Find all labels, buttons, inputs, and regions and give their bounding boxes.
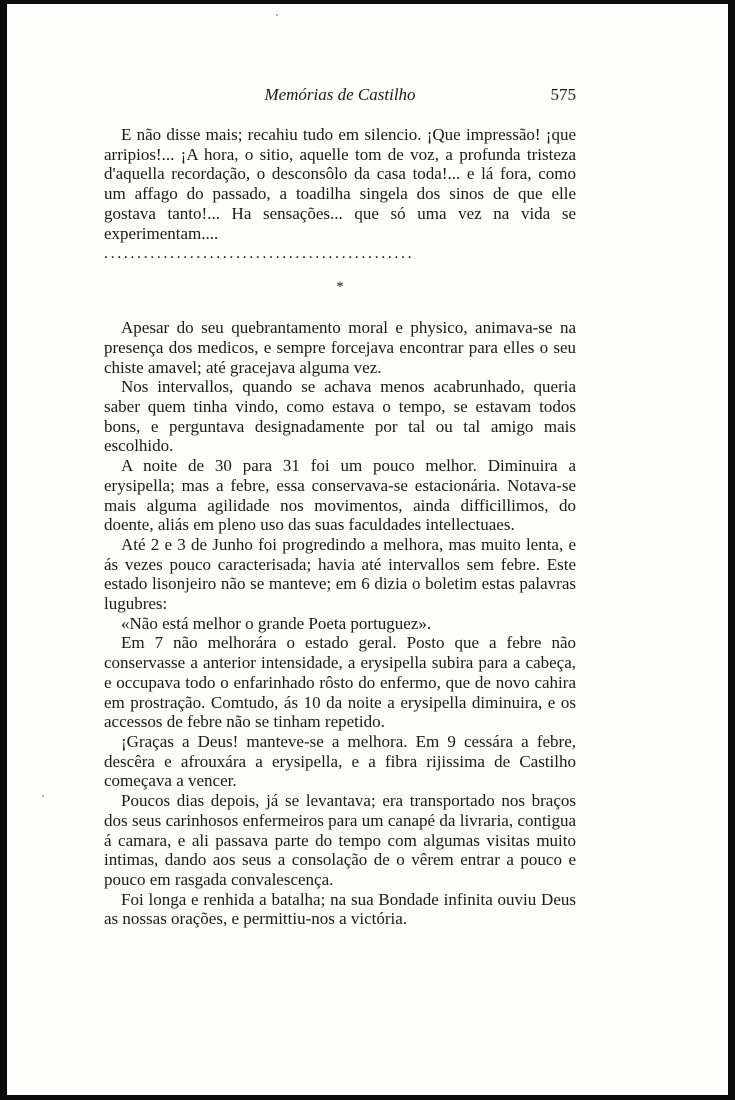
leader-dots: ............................................... — [104, 245, 415, 263]
paragraph: Poucos dias depois, já se levantava; era transportado nos braços dos seus carinhosos enfermeiros para um canapé da livraria, contigua á camara, e ali passava parte do tempo com algumas visitas muito intimas, dando aos seus a consolação de o vêrem entrar a pouco e pouco em rasgada convalescença. — [104, 791, 576, 889]
paragraph: A noite de 30 para 31 foi um pouco melhor. Diminuira a erysipella; mas a febre, essa conservava-se estacionária. Notava-se mais alguma agilidade nos movimentos, ainda difficillimos, do doente, aliás em pleno uso das suas faculdades intellectuaes. — [104, 456, 576, 535]
running-title: Memórias de Castilho — [264, 85, 416, 104]
page-number: 575 — [550, 85, 576, 104]
section-separator: * — [336, 279, 344, 296]
opening-paragraph: E não disse mais; recahiu tudo em silencio. ¡Que impressão! ¡que arripios!... ¡A hora, o sitio, aquelle tom de voz, a profunda tristeza d'aquella recordação, o desconsôlo da casa toda!... e lá fora, como um affago do passado, a toadilha singela dos sinos de que elle gostava tanto!... Ha sensações... que só uma vez na vida se experimentam.... — [104, 125, 576, 243]
paragraph: Apesar do seu quebrantamento moral e physico, animava-se na presença dos medicos, e sempre forcejava encontrar para elles o seu chiste amavel; até gracejava alguma vez. — [104, 318, 576, 377]
paragraph: Em 7 não melhorára o estado geral. Posto que a febre não conservasse a anterior intensidade, a erysipella subira para a cabeça, e occupava todo o enfarinhado rôsto do enfermo, que de novo cahira em prostração. Comtudo, ás 10 da noite a erysipella diminuira, e os accessos de febre não se tinham repetido. — [104, 633, 576, 732]
body-text — [104, 125, 576, 929]
quoted-bulletin: «Não está melhor o grande Poeta portuguez». — [121, 613, 432, 633]
paragraph: Foi longa e renhida a batalha; na sua Bondade infinita ouviu Deus as nossas orações, e permittiu-nos a victória. — [104, 889, 576, 929]
paragraph: Até 2 e 3 de Junho foi progredindo a melhora, mas muito lenta, e ás vezes pouco caracterisada; havia até intervallos sem febre. Este estado lisonjeiro não se manteve; em 6 dizia o boletim estas palavras lugubres: — [104, 534, 576, 614]
book-page — [104, 85, 576, 929]
running-head — [104, 85, 576, 115]
paragraph: Nos intervallos, quando se achava menos acabrunhado, queria saber quem tinha vindo, como estava o tempo, se estavam todos bons, e perguntava designadamente por tal ou tal amigo mais escolhido. — [104, 377, 576, 456]
paragraph: ¡Graças a Deus! manteve-se a melhora. Em 9 cessára a febre, descêra e afrouxára a erysipella, e a fibra rijissima de Castilho começava a vencer. — [104, 731, 576, 791]
paper-speck — [42, 795, 44, 797]
paper-speck — [276, 14, 278, 16]
